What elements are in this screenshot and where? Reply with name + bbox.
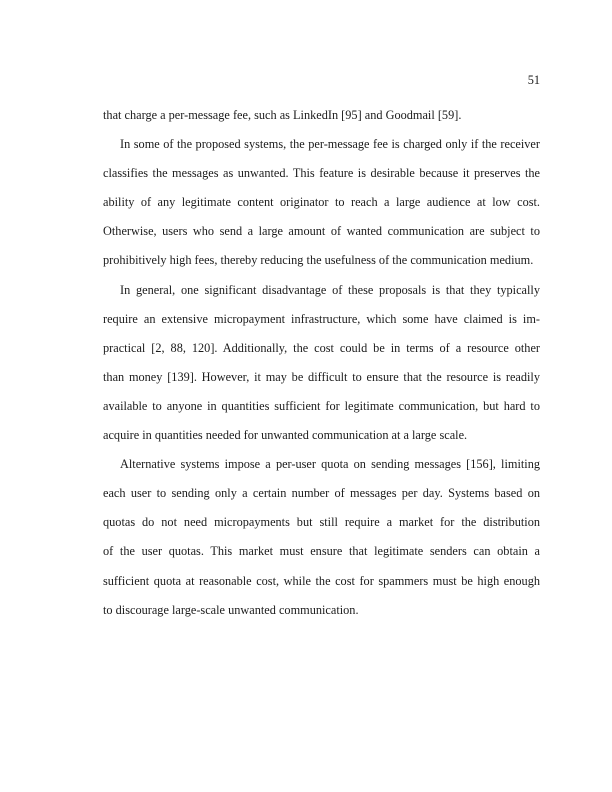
text-line: In some of the proposed systems, the per-message fee is charged only if the receiver [120,137,540,152]
text-line: ability of any legitimate content originator to reach a large audience at low cost. [103,195,540,210]
text-line: require an extensive micropayment infrastructure, which some have claimed is im- [103,311,540,326]
text-line: of the user quotas. This market must ensure that legitimate senders can obtain a [103,544,540,559]
text-line: practical [2, 88, 120]. Additionally, the cost could be in terms of a resource other [103,340,540,355]
page-body-text [103,101,540,625]
text-line: acquire in quantities needed for unwanted communication at a large scale. [103,428,468,443]
text-line: than money [139]. However, it may be difficult to ensure that the resource is readily [103,369,540,384]
text-line: available to anyone in quantities sufficient for legitimate communication, but hard to [103,398,540,413]
text-line: sufficient quota at reasonable cost, while the cost for spammers must be high enough [103,573,540,588]
text-line: classifies the messages as unwanted. This feature is desirable because it preserves the [103,166,540,181]
text-line: prohibitively high fees, thereby reducing the usefulness of the communication medium. [103,253,534,268]
text-line: quotas do not need micropayments but still require a market for the distribution [103,515,540,530]
text-line: Alternative systems impose a per-user quota on sending messages [156], limiting [120,457,540,472]
text-line: that charge a per-message fee, such as LinkedIn [95] and Goodmail [59]. [103,108,462,122]
text-line: each user to sending only a certain number of messages per day. Systems based on [103,486,540,501]
text-line: to discourage large-scale unwanted communication. [103,602,359,617]
text-line: Otherwise, users who send a large amount of wanted communication are subject to [103,224,540,239]
page-number: 51 [527,73,540,87]
text-line: In general, one significant disadvantage of these proposals is that they typically [120,282,540,297]
